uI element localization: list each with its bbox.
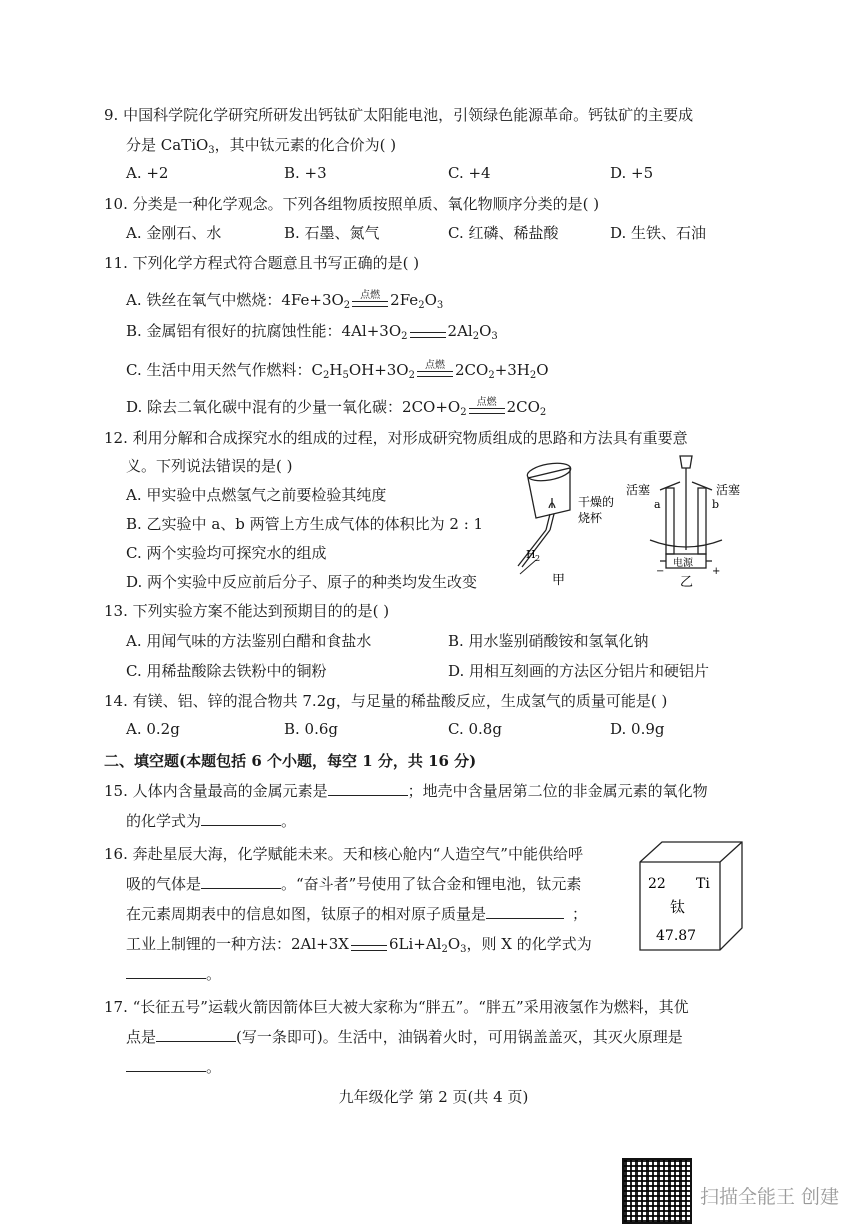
periodic-table-cell xyxy=(636,838,746,954)
jia-label: 甲 xyxy=(552,573,566,588)
funnel xyxy=(680,456,692,468)
q11-option-a: A. 铁丝在氧气中燃烧：$4Fe+3O_2$ 点燃 $2Fe_2O_3$ xyxy=(126,290,444,311)
q12-option-d: D. 两个实验中反应前后分子、原子的种类均发生改变 xyxy=(126,573,478,591)
q17-line2: 点是 (写一条即可)。生活中，油锅着火时，可用锅盖盖灭，其灭火原理是 xyxy=(126,1028,683,1046)
answer-blank xyxy=(201,888,281,889)
experiment-jia-figure xyxy=(500,448,630,588)
q9-option-b: B. +3 xyxy=(284,164,327,182)
q12-option-a: A. 甲实验中点燃氢气之前要检验其纯度 xyxy=(126,486,387,504)
qr-code-icon xyxy=(622,1158,692,1224)
power-label: 电源 xyxy=(673,558,693,569)
answer-blank xyxy=(201,825,281,826)
q14-option-c: C. 0.8g xyxy=(448,720,502,738)
reaction-condition: 点燃 xyxy=(467,400,507,416)
answer-blank xyxy=(126,978,206,979)
q16-line3: 在元素周期表中的信息如图，钛原子的相对原子质量是 ； xyxy=(126,905,588,923)
q12-stem-line2: 义。下列说法错误的是( ) xyxy=(126,457,293,475)
q11-stem: 11. 下列化学方程式符合题意且书写正确的是( ) xyxy=(104,254,420,272)
q10-option-c: C. 红磷、稀盐酸 xyxy=(448,224,559,242)
q10-stem: 10. 分类是一种化学观念。下列各组物质按照单质、氧化物顺序分类的是( ) xyxy=(104,195,600,213)
yi-label: 乙 xyxy=(680,575,694,590)
tube-a xyxy=(666,488,674,554)
tube-a-label: a xyxy=(654,498,661,511)
experiment-yi-figure xyxy=(620,450,760,590)
answer-blank xyxy=(328,795,408,796)
q10-option-a: A. 金刚石、水 xyxy=(126,224,222,242)
q9-option-c: C. +4 xyxy=(448,164,491,182)
valve-left-label: 活塞 xyxy=(626,483,651,497)
equals-sign xyxy=(349,937,389,953)
atomic-mass: 47.87 xyxy=(656,928,697,944)
q16-line4: 工业上制锂的一种方法：2Al+3X $6Li+Al_2O_3$，则 X 的化学式为 xyxy=(126,935,592,955)
reaction-condition: 点燃 xyxy=(350,293,390,309)
q17-line3: 。 xyxy=(126,1056,221,1077)
page-footer: 九年级化学 第 2 页(共 4 页) xyxy=(338,1088,529,1106)
q14-option-b: B. 0.6g xyxy=(284,720,339,738)
element-symbol: Ti xyxy=(696,876,710,892)
q10-option-b: B. 石墨、氮气 xyxy=(284,224,380,242)
q13-stem: 13. 下列实验方案不能达到预期目的的是( ) xyxy=(104,602,390,620)
atomic-number: 22 xyxy=(648,876,666,892)
q9-stem-line2: 分是 CaTiO$_3$，其中钛元素的化合价为( ) xyxy=(126,136,397,156)
q16-line2: 吸的气体是 。“奋斗者”号使用了钛合金和锂电池，钛元素 xyxy=(126,875,582,893)
q12-option-b: B. 乙实验中 a、b 两管上方生成气体的体积比为 2 : 1 xyxy=(126,515,484,533)
answer-blank xyxy=(156,1041,236,1042)
q9-stem-line1: 9. 中国科学院化学研究所研发出钙钛矿太阳能电池，引领绿色能源革命。钙钛矿的主要成 xyxy=(104,106,694,124)
tube-b xyxy=(698,488,706,554)
q16-line1: 16. 奔赴星辰大海，化学赋能未来。天和核心舱内“人造空气”中能供给呼 xyxy=(104,845,583,863)
scanner-watermark: 扫描全能王 创建 xyxy=(700,1186,840,1208)
element-name: 钛 xyxy=(670,898,686,916)
q10-option-d: D. 生铁、石油 xyxy=(610,224,707,242)
q11-option-c: C. 生活中用天然气作燃料：$C_2H_5OH+3O_2$ 点燃 $2CO_2+3H_2O$ xyxy=(126,360,549,381)
q15-line2: 的化学式为 。 xyxy=(126,812,297,830)
q12-stem-line1: 12. 利用分解和合成探究水的组成的过程，对形成研究物质组成的思路和方法具有重要意 xyxy=(104,429,688,447)
q13-option-a: A. 用闻气味的方法鉴别白醋和食盐水 xyxy=(126,632,372,650)
q15-line1: 15. 人体内含量最高的金属元素是 ；地壳中含量居第二位的非金属元素的氧化物 xyxy=(104,782,708,800)
q11-option-b: B. 金属铝有很好的抗腐蚀性能：$4Al+3O_2$ $2Al_2O_3$ xyxy=(126,322,498,342)
plus-label: + xyxy=(712,566,721,577)
section-fill-blank-heading: 二、填空题(本题包括 6 个小题，每空 1 分，共 16 分) xyxy=(104,752,477,770)
q14-stem: 14. 有镁、铝、锌的混合物共 7.2g，与足量的稀盐酸反应，生成氢气的质量可能是( ) xyxy=(104,692,668,710)
q17-line1: 17. “长征五号”运载火箭因箭体巨大被大家称为“胖五”。“胖五”采用液氢作为燃料，其优 xyxy=(104,998,689,1016)
q16-line5: 。 xyxy=(126,963,221,984)
answer-blank xyxy=(126,1071,206,1072)
q9-option-a: A. +2 xyxy=(126,164,169,182)
q14-option-a: A. 0.2g xyxy=(126,720,180,738)
dry-cup-label-1: 干燥的 xyxy=(578,495,615,509)
svg-text:2: 2 xyxy=(535,554,541,563)
tube-b-label: b xyxy=(712,498,720,511)
equals-sign xyxy=(408,324,448,340)
h2-label: H xyxy=(526,548,536,561)
reaction-condition: 点燃 xyxy=(415,363,455,379)
q9-option-d: D. +5 xyxy=(610,164,654,182)
q14-option-d: D. 0.9g xyxy=(610,720,665,738)
answer-blank xyxy=(486,918,564,919)
minus-label: − xyxy=(656,566,665,577)
dry-cup-label-2: 烧杯 xyxy=(578,511,603,525)
q13-option-d: D. 用相互刻画的方法区分铝片和硬铝片 xyxy=(448,662,710,680)
q13-option-b: B. 用水鉴别硝酸铵和氢氧化钠 xyxy=(448,632,649,650)
q13-option-c: C. 用稀盐酸除去铁粉中的铜粉 xyxy=(126,662,327,680)
q11-option-d: D. 除去二氧化碳中混有的少量一氧化碳：$2CO+O_2$ 点燃 $2CO_2$ xyxy=(126,397,547,418)
valve-right-label: 活塞 xyxy=(716,483,741,497)
beaker-rim xyxy=(526,460,572,483)
q12-option-c: C. 两个实验均可探究水的组成 xyxy=(126,544,327,562)
